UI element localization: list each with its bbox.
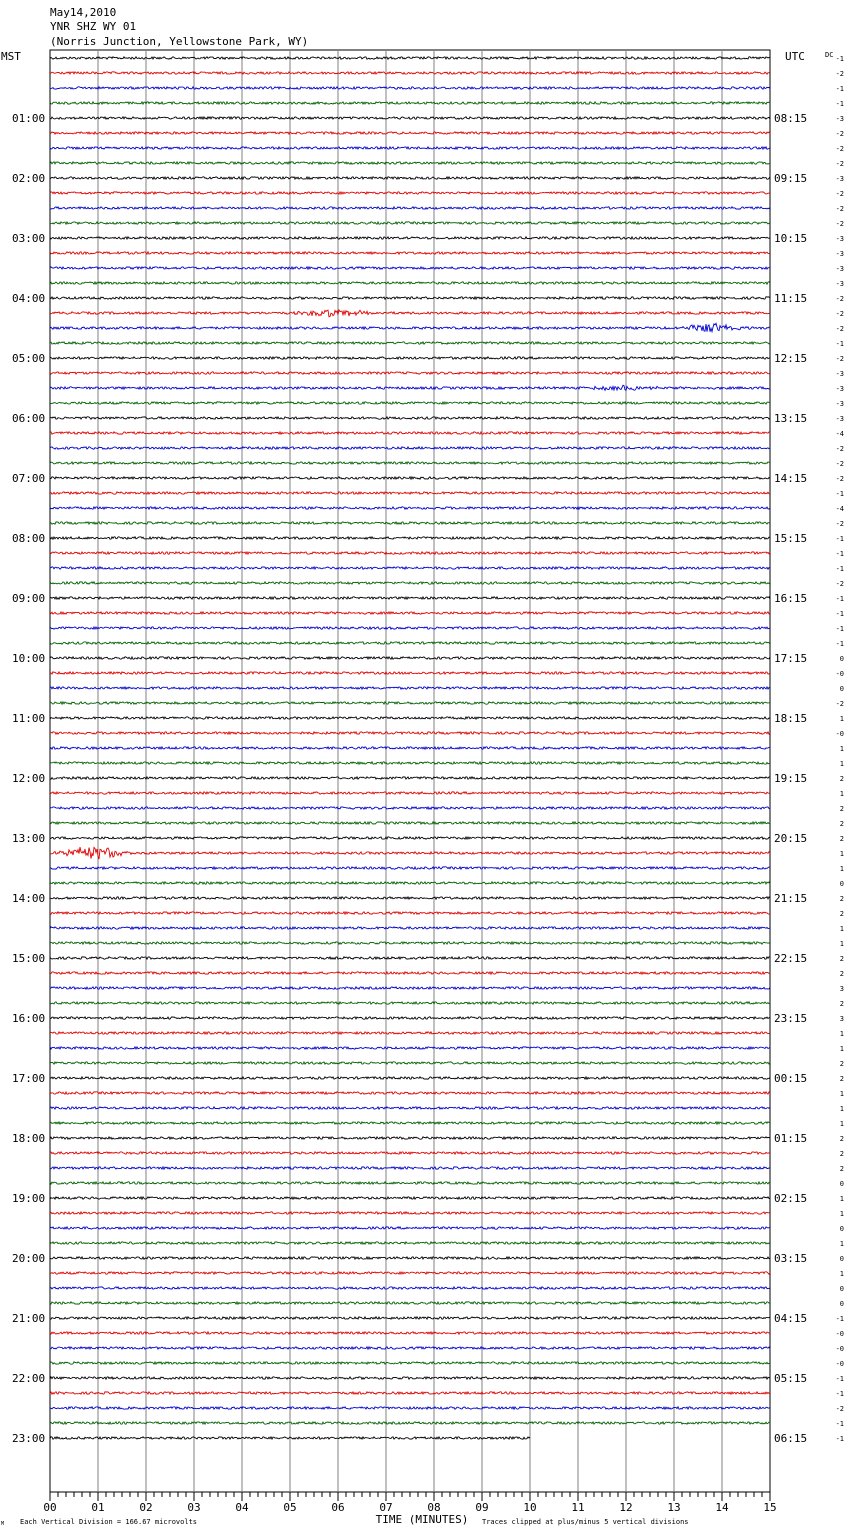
dc-offset-label: 1 (839, 1195, 844, 1203)
dc-offset-label: -2 (835, 145, 844, 153)
utc-hour-label: 17:15 (774, 652, 808, 665)
mst-hour-label: 18:00 (12, 1132, 46, 1145)
seismic-trace (50, 1377, 770, 1379)
seismic-trace (50, 612, 770, 614)
seismic-trace (50, 807, 770, 809)
seismic-trace (50, 1392, 770, 1394)
utc-hour-label: 22:15 (774, 952, 808, 965)
seismic-trace (50, 323, 770, 331)
mst-hour-label: 12:00 (12, 772, 46, 785)
utc-hour-label: 05:15 (774, 1372, 808, 1385)
mst-hour-label: 15:00 (12, 952, 46, 965)
seismic-trace (50, 342, 770, 344)
seismic-trace (50, 762, 770, 764)
utc-hour-label: 13:15 (774, 412, 808, 425)
seismic-trace (50, 417, 770, 419)
seismic-trace (50, 1347, 770, 1349)
dc-offset-label: -1 (835, 595, 844, 603)
dc-offset-label: 2 (839, 1135, 844, 1143)
dc-offset-label: -0 (835, 670, 844, 678)
x-axis-title: TIME (MINUTES) (375, 1513, 469, 1526)
utc-hour-label: 04:15 (774, 1312, 808, 1325)
dc-offset-label: 2 (839, 1000, 844, 1008)
seismic-trace (50, 582, 770, 584)
seismic-trace (50, 537, 770, 539)
dc-offset-label: -2 (835, 220, 844, 228)
dc-offset-label: -2 (835, 130, 844, 138)
seismic-trace (50, 237, 770, 239)
dc-offset-label: -3 (835, 415, 844, 423)
dc-offset-label: -1 (835, 1420, 844, 1428)
dc-offset-label: 0 (839, 655, 844, 663)
seismic-trace (50, 1062, 770, 1064)
seismic-trace (50, 1332, 770, 1334)
dc-offset-label: -1 (835, 340, 844, 348)
dc-offset-label: 0 (839, 880, 844, 888)
dc-offset-label: 0 (839, 685, 844, 693)
traces (50, 57, 770, 1439)
seismic-trace (50, 447, 770, 449)
utc-hour-label: 18:15 (774, 712, 808, 725)
seismic-trace (50, 1137, 770, 1139)
utc-hour-label: 03:15 (774, 1252, 808, 1265)
dc-offset-label: -2 (835, 1405, 844, 1413)
mst-hour-label: 04:00 (12, 292, 46, 305)
mst-hour-label: 01:00 (12, 112, 46, 125)
seismic-trace (50, 1317, 770, 1319)
mst-hour-label: 11:00 (12, 712, 46, 725)
utc-hour-label: 21:15 (774, 892, 808, 905)
dc-offset-label: 2 (839, 1060, 844, 1068)
seismic-trace (50, 837, 770, 839)
mst-axis-label: MST (1, 50, 21, 63)
dc-offset-label: 2 (839, 820, 844, 828)
dc-offset-label: 2 (839, 805, 844, 813)
mst-hour-label: 02:00 (12, 172, 46, 185)
seismic-trace (50, 297, 770, 299)
seismic-trace (50, 847, 770, 859)
utc-hour-label: 09:15 (774, 172, 808, 185)
mst-hour-label: 05:00 (12, 352, 46, 365)
utc-hour-label: 12:15 (774, 352, 808, 365)
clip-note: Traces clipped at plus/minus 5 vertical divisions (482, 1518, 689, 1526)
x-tick-label: 06 (331, 1501, 345, 1514)
seismic-trace (50, 957, 770, 959)
mst-hour-label: 10:00 (12, 652, 46, 665)
dc-offset-label: 1 (839, 850, 844, 858)
dc-offset-label: 2 (839, 835, 844, 843)
seismic-trace (50, 672, 770, 674)
dc-offset-label: -2 (835, 70, 844, 78)
seismic-trace (50, 747, 770, 749)
seismic-trace (50, 385, 770, 390)
seismic-trace (50, 1107, 770, 1109)
seismic-trace (50, 432, 770, 434)
seismic-trace (50, 987, 770, 989)
utc-hour-label: 16:15 (774, 592, 808, 605)
dc-offset-label: 0 (839, 1300, 844, 1308)
seismic-trace (50, 642, 770, 644)
seismic-trace (50, 1017, 770, 1019)
mst-hour-label: 09:00 (12, 592, 46, 605)
dc-offset-label: 0 (839, 1180, 844, 1188)
dc-offset-label: 1 (839, 1105, 844, 1113)
x-tick-label: 03 (187, 1501, 201, 1514)
dc-offset-label: 1 (839, 790, 844, 798)
dc-offset-label: 1 (839, 1270, 844, 1278)
dc-offset-label: -2 (835, 325, 844, 333)
x-tick-label: 07 (379, 1501, 393, 1514)
x-tick-label: 02 (139, 1501, 153, 1514)
seismic-trace (50, 1227, 770, 1229)
seismic-trace (50, 1257, 770, 1259)
utc-hour-label: 00:15 (774, 1072, 808, 1085)
dc-offset-label: 1 (839, 760, 844, 768)
dc-offset-label: -2 (835, 355, 844, 363)
dc-offset-label: -1 (835, 640, 844, 648)
dc-offset-label: -1 (835, 535, 844, 543)
seismic-trace (50, 942, 770, 944)
seismic-trace (50, 402, 770, 404)
seismic-trace (50, 372, 770, 374)
seismic-trace (50, 102, 770, 104)
seismic-trace (50, 177, 770, 179)
x-tick-label: 10 (523, 1501, 537, 1514)
utc-hour-label: 11:15 (774, 292, 808, 305)
dc-offset-label: 2 (839, 775, 844, 783)
seismic-trace (50, 477, 770, 479)
dc-offset-label: 2 (839, 1150, 844, 1158)
dc-offset-label: 1 (839, 940, 844, 948)
utc-axis-label: UTC (785, 50, 805, 63)
dc-offset-label: 1 (839, 1210, 844, 1218)
dc-offset-label: 1 (839, 1240, 844, 1248)
seismic-trace (50, 462, 770, 464)
seismic-trace (50, 507, 770, 509)
x-tick-label: 14 (715, 1501, 729, 1514)
mst-labels (12, 112, 45, 1445)
dc-offset-label: -1 (835, 1390, 844, 1398)
mst-hour-label: 16:00 (12, 1012, 46, 1025)
x-tick-label: 15 (763, 1501, 777, 1514)
dc-offset-label: -1 (835, 1375, 844, 1383)
dc-offset-label: 1 (839, 1045, 844, 1053)
x-axis (43, 1492, 776, 1514)
dc-offset-label: -3 (835, 115, 844, 123)
dc-offset-label: 3 (839, 985, 844, 993)
dc-offset-label: -2 (835, 295, 844, 303)
x-tick-label: 01 (91, 1501, 105, 1514)
seismic-trace (50, 552, 770, 554)
dc-offset-label: -1 (835, 550, 844, 558)
dc-offset-label: -1 (835, 85, 844, 93)
dc-offset-label: 0 (839, 1225, 844, 1233)
seismic-trace (50, 1032, 770, 1034)
seismic-trace (50, 1167, 770, 1169)
dc-offset-label: -1 (835, 1315, 844, 1323)
seismic-trace (50, 117, 770, 119)
seismic-trace (50, 1077, 770, 1079)
dc-offset-label: 2 (839, 970, 844, 978)
dc-offset-label: 2 (839, 1165, 844, 1173)
seismic-trace (50, 267, 770, 269)
seismic-trace (50, 1122, 770, 1124)
dc-offset-label: -4 (835, 430, 844, 438)
seismic-trace (50, 597, 770, 599)
dc-offset-label: -0 (835, 1345, 844, 1353)
seismic-trace (50, 1182, 770, 1184)
mst-hour-label: 17:00 (12, 1072, 46, 1085)
mst-hour-label: 22:00 (12, 1372, 46, 1385)
seismic-trace (50, 717, 770, 719)
seismic-trace (50, 822, 770, 824)
dc-offset-label: -0 (835, 1330, 844, 1338)
seismic-trace (50, 1302, 770, 1304)
seismic-trace (50, 192, 770, 194)
seismic-trace (50, 522, 770, 524)
seismic-trace (50, 702, 770, 704)
seismic-trace (50, 687, 770, 689)
mst-hour-label: 23:00 (12, 1432, 46, 1445)
x-tick-label: 11 (571, 1501, 585, 1514)
seismic-trace (50, 87, 770, 89)
dc-offset-label: -2 (835, 205, 844, 213)
dc-offset-label: 2 (839, 955, 844, 963)
x-tick-label: 04 (235, 1501, 249, 1514)
utc-hour-label: 15:15 (774, 532, 808, 545)
seismic-trace (50, 1362, 770, 1364)
seismic-trace (50, 1407, 770, 1409)
dc-offset-label: -1 (835, 100, 844, 108)
dc-offset-label: -1 (835, 565, 844, 573)
dc-offset-label: -2 (835, 160, 844, 168)
dc-offset-label: -2 (835, 445, 844, 453)
seismic-trace (50, 912, 770, 914)
seismic-trace (50, 1242, 770, 1244)
dc-offset-label: -4 (835, 505, 844, 513)
x-tick-label: 09 (475, 1501, 489, 1514)
seismic-trace (50, 897, 770, 899)
station-label: YNR SHZ WY 01 (50, 20, 137, 33)
seismic-trace (50, 147, 770, 149)
dc-offset-label: -2 (835, 475, 844, 483)
mst-hour-label: 19:00 (12, 1192, 46, 1205)
grid (50, 50, 770, 1492)
seismic-trace (50, 1422, 770, 1424)
dc-offset-label: -3 (835, 400, 844, 408)
mst-hour-label: 08:00 (12, 532, 46, 545)
dc-offset-label: -2 (835, 520, 844, 528)
dc-offset-label: -1 (835, 610, 844, 618)
dc-offset-label: -2 (835, 310, 844, 318)
seismic-trace (50, 1002, 770, 1004)
seismic-trace (50, 222, 770, 224)
dc-offset-label: 1 (839, 925, 844, 933)
utc-hour-label: 08:15 (774, 112, 808, 125)
dc-offset-label: -3 (835, 175, 844, 183)
seismic-trace (50, 732, 770, 734)
dc-offset-label: 3 (839, 1015, 844, 1023)
seismic-trace (50, 162, 770, 164)
seismic-trace (50, 57, 770, 59)
utc-hour-label: 14:15 (774, 472, 808, 485)
utc-labels (774, 112, 807, 1445)
utc-hour-label: 01:15 (774, 1132, 808, 1145)
seismic-trace (50, 792, 770, 794)
mst-hour-label: 20:00 (12, 1252, 46, 1265)
mst-hour-label: 14:00 (12, 892, 46, 905)
dc-offset-label: -3 (835, 265, 844, 273)
x-tick-label: 05 (283, 1501, 297, 1514)
utc-hour-label: 20:15 (774, 832, 808, 845)
mst-hour-label: 13:00 (12, 832, 46, 845)
dc-offset-label: -2 (835, 190, 844, 198)
dc-offset-label: -0 (835, 730, 844, 738)
dc-offset-label: -2 (835, 580, 844, 588)
dc-offset-label: -1 (835, 490, 844, 498)
mst-hour-label: 07:00 (12, 472, 46, 485)
seismic-trace (50, 492, 770, 494)
dc-offset-label: 2 (839, 1075, 844, 1083)
seismic-trace (50, 310, 770, 317)
seismic-trace (50, 777, 770, 779)
utc-hour-label: 10:15 (774, 232, 808, 245)
dc-offset-label: -1 (835, 1435, 844, 1443)
date-label: May14,2010 (50, 6, 117, 19)
dc-offset-label: -3 (835, 250, 844, 258)
x-tick-label: 12 (619, 1501, 633, 1514)
dc-offset-label: 0 (839, 1255, 844, 1263)
seismic-trace (50, 657, 770, 659)
dc-offset-label: 1 (839, 865, 844, 873)
dc-offset-label: 0 (839, 1285, 844, 1293)
seismic-trace (50, 1197, 770, 1199)
scale-note: Each Vertical Division = 166.67 microvolts (20, 1518, 198, 1526)
dc-offset-label: -2 (835, 700, 844, 708)
seismic-trace (50, 207, 770, 209)
dc-offset-labels (836, 55, 844, 1443)
utc-hour-label: 23:15 (774, 1012, 808, 1025)
mst-hour-label: 06:00 (12, 412, 46, 425)
seismic-trace (50, 1212, 770, 1214)
seismic-trace (50, 252, 770, 254)
dc-offset-label: -1 (835, 55, 844, 63)
seismic-trace (50, 72, 770, 74)
utc-hour-label: 06:15 (774, 1432, 808, 1445)
dc-offset-label: -2 (835, 460, 844, 468)
seismic-trace (50, 282, 770, 284)
dc-label: DC (825, 51, 834, 59)
seismic-trace (50, 1047, 770, 1049)
seismic-trace (50, 1272, 770, 1274)
dc-offset-label: -3 (835, 280, 844, 288)
dc-offset-label: 2 (839, 895, 844, 903)
dc-offset-label: 1 (839, 1030, 844, 1038)
dc-offset-label: -0 (835, 1360, 844, 1368)
seismic-trace (50, 867, 770, 869)
dc-offset-label: 2 (839, 910, 844, 918)
dc-offset-label: -3 (835, 235, 844, 243)
seismic-trace (50, 357, 770, 359)
seismic-trace (50, 1152, 770, 1154)
utc-hour-label: 19:15 (774, 772, 808, 785)
seismic-trace (50, 132, 770, 134)
dc-offset-label: 1 (839, 1090, 844, 1098)
seismic-trace (50, 1287, 770, 1289)
plot-frame (50, 50, 770, 1492)
seismic-trace (50, 567, 770, 569)
seismic-trace (50, 1092, 770, 1094)
dc-offset-label: -3 (835, 385, 844, 393)
dc-offset-label: 1 (839, 715, 844, 723)
mst-hour-label: 03:00 (12, 232, 46, 245)
dc-offset-label: 1 (839, 1120, 844, 1128)
x-tick-label: 08 (427, 1501, 441, 1514)
mst-hour-label: 21:00 (12, 1312, 46, 1325)
seismic-trace (50, 927, 770, 929)
location-label: (Norris Junction, Yellowstone Park, WY) (50, 35, 309, 48)
dc-offset-label: 1 (839, 745, 844, 753)
utc-hour-label: 02:15 (774, 1192, 808, 1205)
dc-offset-label: -1 (835, 625, 844, 633)
x-tick-label: 00 (43, 1501, 57, 1514)
seismic-trace (50, 627, 770, 629)
dc-offset-label: -3 (835, 370, 844, 378)
corner-mark: M (1, 1521, 5, 1527)
x-tick-label: 13 (667, 1501, 681, 1514)
seismic-trace (50, 882, 770, 884)
seismic-trace (50, 972, 770, 974)
